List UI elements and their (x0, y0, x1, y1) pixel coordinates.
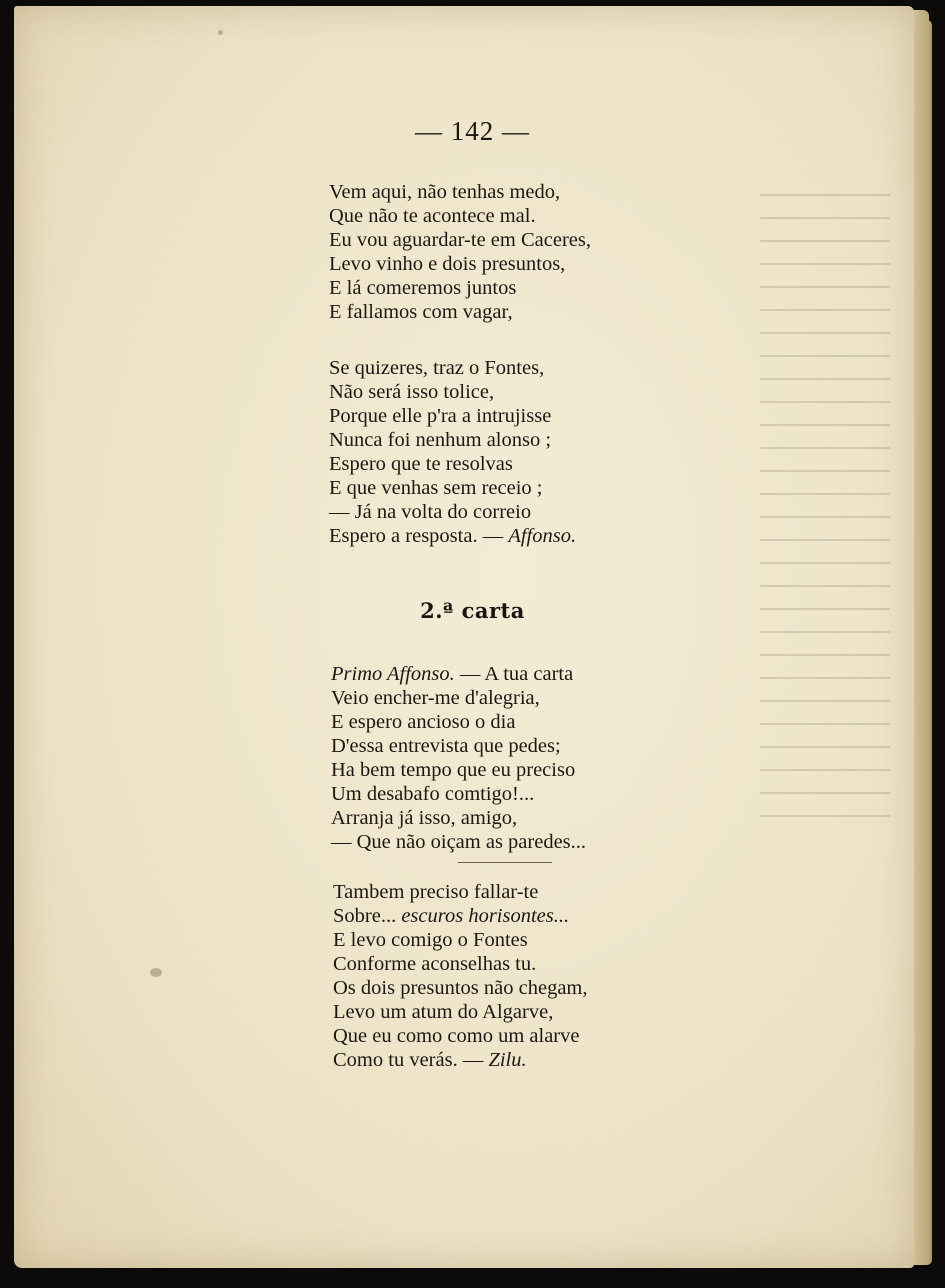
verse-line: Espero que te resolvas (329, 453, 513, 475)
verse-line: Arranja já isso, amigo, (331, 807, 518, 829)
verse-line-signed (329, 524, 576, 548)
verse-text: Espero a resposta. — (329, 525, 504, 547)
stanza-4 (333, 880, 588, 1072)
verse-line: Eu vou aguardar-te em Caceres, (329, 229, 591, 251)
verse-line: Veio encher-me d'alegria, (331, 687, 540, 709)
verse-line: E levo comigo o Fontes (333, 929, 528, 951)
verse-line: E lá comeremos juntos (329, 277, 517, 299)
bleed-through-text (760, 180, 890, 820)
verse-line: Nunca foi nenhum alonso ; (329, 429, 552, 451)
paper-speck (218, 30, 223, 35)
verse-line-salutation (331, 662, 586, 686)
salutation: Primo Affonso. (331, 663, 455, 685)
verse-line: Se quizeres, traz o Fontes, (329, 357, 545, 379)
verse-line: Ha bem tempo que eu preciso (331, 759, 576, 781)
verse-line: Não será isso tolice, (329, 381, 495, 403)
verse-line: Porque elle p'ra a intrujisse (329, 405, 552, 427)
signature-affonso: Affonso. (508, 525, 577, 547)
verse-line: D'essa entrevista que pedes; (331, 735, 561, 757)
verse-line: Levo um atum do Algarve, (333, 1001, 554, 1023)
verse-line: — Já na volta do correio (329, 501, 532, 523)
verse-line: Os dois presuntos não chegam, (333, 977, 588, 999)
verse-line-signed (333, 1048, 588, 1072)
paper-stain (150, 968, 162, 977)
stanza-1 (329, 180, 591, 324)
verse-italic: escuros horisontes... (401, 905, 570, 927)
stanza-2 (329, 356, 576, 548)
verse-line: Levo vinho e dois presuntos, (329, 253, 566, 275)
verse-text: Como tu verás. — (333, 1049, 484, 1071)
section-title: 2.ª carta (420, 598, 525, 623)
verse-line: Que não te acontece mal. (329, 205, 536, 227)
verse-line: Conforme aconselhas tu. (333, 953, 537, 975)
verse-line: Tambem preciso fallar-te (333, 881, 539, 903)
page-number: — 142 — (415, 116, 530, 146)
verse-line: Um desabafo comtigo!... (331, 783, 535, 805)
verse-text: — A tua carta (454, 663, 574, 685)
signature-zilu: Zilu. (488, 1049, 527, 1071)
stanza-3 (331, 662, 586, 854)
verse-text: Sobre... (333, 905, 402, 927)
divider-rule (458, 862, 552, 863)
verse-line: E espero ancioso o dia (331, 711, 516, 733)
verse-line: Vem aqui, não tenhas medo, (329, 181, 561, 203)
verse-line-mixed (333, 904, 588, 928)
verse-line: Que eu como como um alarve (333, 1025, 580, 1047)
verse-line: E fallamos com vagar, (329, 301, 513, 323)
verse-line: E que venhas sem receio ; (329, 477, 543, 499)
verse-line: — Que não oiçam as paredes... (331, 831, 587, 853)
